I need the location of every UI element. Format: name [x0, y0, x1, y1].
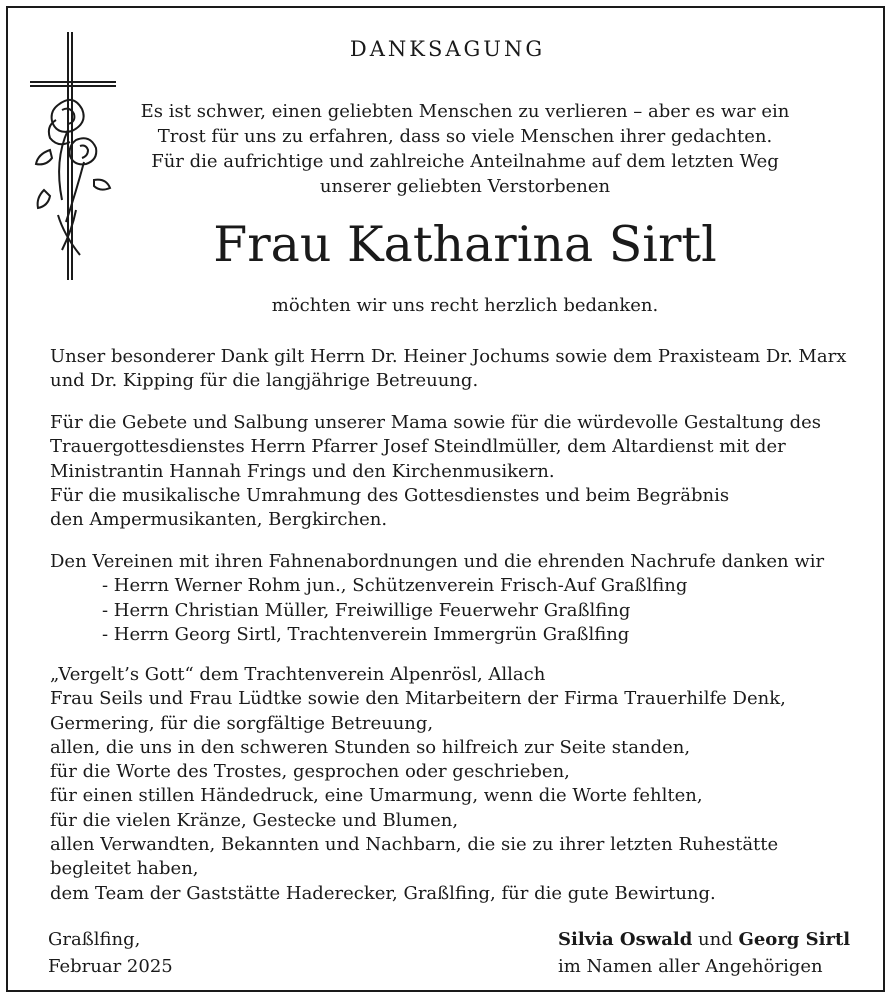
intro-line: unserer geliebten Verstorbenen: [319, 176, 611, 197]
paragraph-line: allen, die uns in den schweren Stunden so hilfreich zur Seite standen,: [50, 736, 691, 758]
paragraph-line: für die vielen Kränze, Gestecke und Blumen,: [50, 809, 459, 831]
club-item: - Herrn Georg Sirtl, Trachtenverein Immergrün Graßlfing: [102, 623, 630, 645]
deceased-name: Frau Katharina Sirtl: [213, 216, 717, 273]
paragraph-line: für die Worte des Trostes, gesprochen oder geschrieben,: [50, 761, 570, 783]
paragraph-line: Germering, für die sorgfältige Betreuung,: [50, 712, 434, 734]
place-date: [48, 926, 173, 980]
paragraph-line: allen Verwandten, Bekannten und Nachbarn, die sie zu ihrer letzten Ruhestätte: [50, 834, 779, 856]
paragraph-line: den Ampermusikanten, Bergkirchen.: [50, 509, 388, 531]
paragraph-line: Für die musikalische Umrahmung des Gottesdienstes und beim Begräbnis: [50, 484, 730, 506]
club-item: - Herrn Christian Müller, Freiwillige Feuerwehr Graßlfing: [102, 599, 631, 621]
signature-conjunction: und: [698, 929, 733, 950]
paragraph-line: „Vergelt’s Gott“ dem Trachtenverein Alpenrösl, Allach: [50, 664, 546, 685]
intro-line: Für die aufrichtige und zahlreiche Anteilnahme auf dem letzten Weg: [151, 151, 779, 172]
signature-block: [558, 926, 850, 980]
paragraph-line: Frau Seils und Frau Lüdtke sowie den Mitarbeitern der Firma Trauerhilfe Denk,: [50, 688, 786, 710]
intro-text: [0, 99, 895, 199]
place: Graßlfing,: [48, 929, 141, 950]
date: Februar 2025: [48, 956, 173, 977]
club-item: - Herrn Werner Rohm jun., Schützenverein Frisch-Auf Graßlfing: [102, 575, 688, 597]
paragraph-vergelts-gott: [50, 663, 870, 906]
paragraph-church: [50, 411, 870, 532]
intro-line: Trost für uns zu erfahren, dass so viele Menschen ihrer gedachten.: [157, 126, 773, 147]
paragraph-line: Ministrantin Hannah Frings und den Kirchenmusikern.: [50, 460, 555, 482]
signature-subline: im Namen aller Angehörigen: [558, 956, 823, 977]
paragraph-clubs: [50, 550, 870, 647]
paragraph-line: Unser besonderer Dank gilt Herrn Dr. Heiner Jochums sowie dem Praxisteam Dr. Marx: [50, 346, 847, 367]
paragraph-line: und Dr. Kipping für die langjährige Betreuung.: [50, 370, 479, 392]
signer-name: Silvia Oswald: [558, 929, 693, 950]
intro-line: Es ist schwer, einen geliebten Menschen zu verlieren – aber es war ein: [140, 101, 790, 122]
signer-name: Georg Sirtl: [738, 929, 851, 950]
notice-heading: DANKSAGUNG: [349, 37, 546, 61]
paragraph-doctors: [50, 345, 870, 394]
paragraph-line: dem Team der Gaststätte Haderecker, Graßlfing, für die gute Bewirtung.: [50, 882, 716, 904]
paragraph-line: Den Vereinen mit ihren Fahnenabordnungen und die ehrenden Nachrufe danken wir: [50, 551, 825, 572]
paragraph-line: Trauergottesdienstes Herrn Pfarrer Josef Steindlmüller, dem Altardienst mit der: [50, 436, 786, 458]
paragraph-line: für einen stillen Händedruck, eine Umarmung, wenn die Worte fehlten,: [50, 785, 703, 807]
signature-names: [558, 926, 850, 953]
paragraph-line: Für die Gebete und Salbung unserer Mama sowie für die würdevolle Gestaltung des: [50, 412, 822, 433]
paragraph-line: begleitet haben,: [50, 858, 199, 880]
thanks-line: möchten wir uns recht herzlich bedanken.: [271, 295, 659, 316]
